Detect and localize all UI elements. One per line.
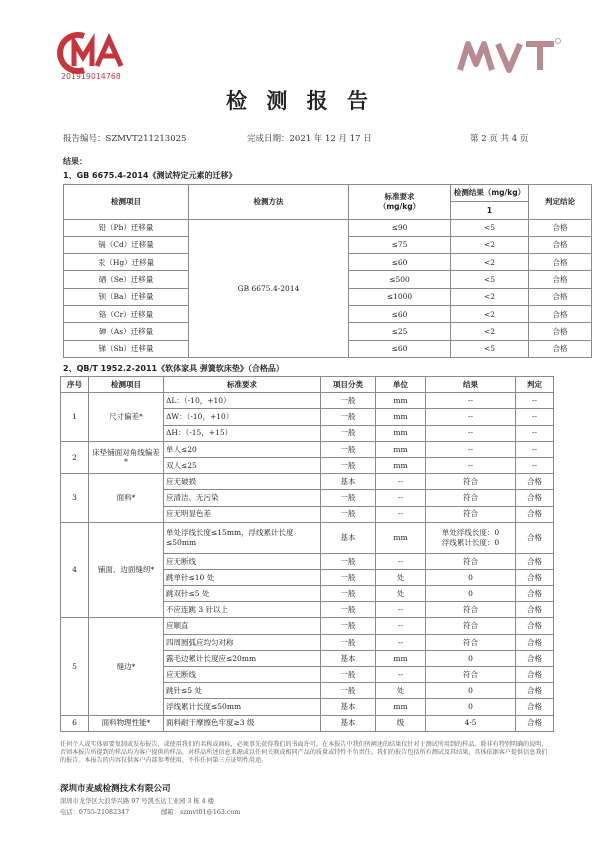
table-cell: ≤60 [349, 340, 451, 357]
table-cell: <2 [451, 306, 529, 323]
table-cell: 钡（Ba）迁移量 [64, 288, 189, 305]
table-cell: 基本 [321, 650, 376, 666]
table-cell: <5 [451, 340, 529, 357]
table-row [64, 219, 592, 236]
table-cell: 面料* [89, 474, 164, 523]
table-cell: 面料耐干摩擦色牢度≥3 级 [164, 715, 321, 731]
table-cell: 露毛边累计长度应≤20mm [164, 650, 321, 666]
table-row [61, 715, 554, 731]
table-cell: 合格 [516, 569, 554, 585]
table-cell: <2 [451, 236, 529, 253]
table-cell: 应无断线 [164, 667, 321, 683]
table-cell: 双人≤25 [164, 457, 321, 473]
table-cell: 一般 [321, 409, 376, 425]
table-cell: 应顺直 [164, 618, 321, 634]
table-cell: 0 [426, 699, 516, 715]
table-cell: 合格 [529, 271, 592, 288]
table-cell: 符合 [426, 618, 516, 634]
table-cell: 跳针≤5 处 [164, 683, 321, 699]
table-cell: 一般 [321, 457, 376, 473]
table-cell: 浮线累计长度≤50mm [164, 699, 321, 715]
company-name: 深圳市麦威检测技术有限公司 [60, 784, 171, 794]
table-cell: 合格 [516, 683, 554, 699]
table-cell: 合格 [516, 602, 554, 618]
table-cell: 应无明显色差 [164, 506, 321, 522]
report-title: 检 测 报 告 [226, 89, 374, 113]
table-cell: 处 [376, 586, 426, 602]
table-cell: 一般 [321, 586, 376, 602]
th-result: 检测结果（mg/kg） [451, 185, 529, 202]
table-cell: 基本 [321, 715, 376, 731]
table-cell: 基本 [321, 474, 376, 490]
table-cell: 不应连跳 3 针以上 [164, 602, 321, 618]
table-cell: mm [376, 441, 426, 457]
th-result: 结果 [426, 377, 516, 393]
table-cell: 合格 [529, 306, 592, 323]
table-cell: <5 [451, 219, 529, 236]
table-cell: 0 [426, 683, 516, 699]
table-cell: ≤60 [349, 254, 451, 271]
table-cell: ≤500 [349, 271, 451, 288]
table-cell: 一般 [321, 634, 376, 650]
table-cell: 一般 [321, 683, 376, 699]
results-label: 结果： [63, 157, 87, 166]
th-verdict: 判定 [516, 377, 554, 393]
section1-title: 1、GB 6675.4-2014《测试特定元素的迁移》 [63, 171, 237, 180]
table-cell: 合格 [516, 618, 554, 634]
table-cell: 级 [376, 715, 426, 731]
table-cell: 单处浮线长度：0 浮线累计长度：0 [426, 522, 516, 553]
table-cell: 合格 [516, 650, 554, 666]
mattress-test-table [60, 376, 554, 732]
table-cell: 一般 [321, 490, 376, 506]
table-cell: 应清洁、无污染 [164, 490, 321, 506]
company-phone: 电话：0755-21082347 [60, 809, 130, 816]
table-cell: 4 [61, 522, 89, 618]
table-cell: -- [516, 409, 554, 425]
table-cell: mm [376, 409, 426, 425]
table-cell: -- [376, 474, 426, 490]
table-cell: 合格 [529, 236, 592, 253]
table-cell: -- [426, 441, 516, 457]
table-cell: -- [426, 425, 516, 441]
table-cell: mm [376, 699, 426, 715]
table-cell: 0 [426, 569, 516, 585]
table-cell: ΔL：（-10，+10） [164, 393, 321, 409]
table-cell: 铺面、边面缝纫* [89, 522, 164, 618]
table-cell: 合格 [516, 586, 554, 602]
table-row [61, 522, 554, 553]
table-cell: 合格 [529, 323, 592, 340]
table-cell: 合格 [516, 522, 554, 553]
table-cell: 合格 [516, 506, 554, 522]
th-no: 序号 [61, 377, 89, 393]
cma-logo-icon [50, 30, 130, 75]
table-cell: -- [426, 393, 516, 409]
table-cell: 符合 [426, 490, 516, 506]
table-cell: 一般 [321, 506, 376, 522]
table-cell: ≤25 [349, 323, 451, 340]
table-cell: mm [376, 522, 426, 553]
page-info: 第 2 页 共 4 页 [470, 134, 529, 144]
company-email: 邮箱：szmvt01@163.com [161, 809, 241, 816]
table-cell: 符合 [426, 474, 516, 490]
th-result-no: 1 [451, 202, 529, 219]
th-method: 检测方法 [189, 185, 349, 220]
table-cell: 一般 [321, 667, 376, 683]
table-cell: 面料物理性能* [89, 715, 164, 731]
table-cell: -- [376, 634, 426, 650]
table-cell: ΔW：（-10，+10） [164, 409, 321, 425]
table-cell: 单处浮线长度≤15mm，浮线累计长度≤50mm [164, 522, 321, 553]
table-cell: 合格 [516, 667, 554, 683]
table-cell: 一般 [321, 602, 376, 618]
table-cell: 合格 [516, 699, 554, 715]
table-row [61, 618, 554, 634]
table-cell: 一般 [321, 618, 376, 634]
table-cell: 5 [61, 618, 89, 715]
table-cell: ≤60 [349, 306, 451, 323]
table-row [61, 441, 554, 457]
report-number: 报告编号：SZMVT211213025 [63, 134, 187, 144]
table-cell: 基本 [321, 699, 376, 715]
table-cell: ΔH：（-15，+15） [164, 425, 321, 441]
table-cell: mm [376, 650, 426, 666]
company-contact [60, 807, 270, 816]
table-row [61, 393, 554, 409]
table-cell: 合格 [529, 219, 592, 236]
table-cell: 尺寸偏差* [89, 393, 164, 442]
table-cell: 合格 [529, 288, 592, 305]
test-method: GB 6675.4-2014 [189, 219, 349, 357]
table-cell: -- [376, 667, 426, 683]
table-cell: 床垫铺面对角线偏差* [89, 441, 164, 473]
completion-date: 完成日期：2021 年 12 月 17 日 [247, 134, 372, 144]
table-cell: 一般 [321, 553, 376, 569]
table-cell: 符合 [426, 602, 516, 618]
table-cell: 缝边* [89, 618, 164, 715]
table-cell: -- [426, 409, 516, 425]
table-cell: ≤1000 [349, 288, 451, 305]
table-cell: 锑（Sb）迁移量 [64, 340, 189, 357]
table-cell: ≤75 [349, 236, 451, 253]
table-cell: 合格 [516, 474, 554, 490]
table-cell: -- [516, 425, 554, 441]
element-migration-table [63, 184, 592, 358]
table-cell: 合格 [516, 553, 554, 569]
table-cell: 处 [376, 569, 426, 585]
th-item: 检测项目 [64, 185, 189, 220]
th-requirement: 标准要求 （mg/kg） [349, 185, 451, 220]
th-unit: 单位 [376, 377, 426, 393]
table-cell: -- [426, 457, 516, 473]
table-cell: 镉（Cd）迁移量 [64, 236, 189, 253]
table-cell: 0 [426, 650, 516, 666]
table-cell: 汞（Hg）迁移量 [64, 254, 189, 271]
table-cell: 合格 [529, 340, 592, 357]
table-cell: 一般 [321, 393, 376, 409]
table-cell: -- [376, 553, 426, 569]
table-cell: 铅（Pb）迁移量 [64, 219, 189, 236]
table-cell: -- [376, 490, 426, 506]
disclaimer-text: 任何个人或实体如要复制或发布报告，或使用我们的名称或商标，必须事先获得我们的书面许可。在本报告中我们所阐述的结果仅针对于测试所用到的样品。除非有特别明确的说明，否则本报告所提到的样品均为客户提供的样品，对样品所述信息来源或以任何关联或相同产品的质量或特性不负责任。我们的报告包括所有测试及其结果，具体依据客户提供信息我们的报告。本报告的内容仅供客户内部参考使用，不作任何第三方证明性用途。 [60, 741, 548, 765]
table-cell: mm [376, 425, 426, 441]
table-cell: -- [376, 506, 426, 522]
table-cell: 6 [61, 715, 89, 731]
table-cell: 处 [376, 683, 426, 699]
th-verdict: 判定结论 [529, 185, 592, 220]
table-cell: 跳双针≤5 处 [164, 586, 321, 602]
table-cell: 符合 [426, 634, 516, 650]
th-item: 检测项目 [89, 377, 164, 393]
th-category: 项目分类 [321, 377, 376, 393]
table-cell: -- [376, 618, 426, 634]
table-cell: 应无破损 [164, 474, 321, 490]
table-cell: 合格 [516, 715, 554, 731]
mvt-logo-icon [454, 36, 564, 78]
table-cell: 2 [61, 441, 89, 473]
table-cell: 合格 [529, 254, 592, 271]
table-cell: 应无断线 [164, 553, 321, 569]
table-cell: 跳单针≤10 处 [164, 569, 321, 585]
company-address: 深圳市龙华区大浪华兴路 97 号凯杰达工业园 3 栋 4 楼 [60, 798, 214, 805]
table-cell: -- [376, 602, 426, 618]
table-cell: 合格 [516, 634, 554, 650]
table-cell: 四周圆弧应均匀对称 [164, 634, 321, 650]
table-cell: <2 [451, 288, 529, 305]
table-cell: 砷（As）迁移量 [64, 323, 189, 340]
table-cell: -- [516, 393, 554, 409]
table-cell: -- [516, 441, 554, 457]
table-cell: 4-5 [426, 715, 516, 731]
table-cell: -- [516, 457, 554, 473]
th-requirement: 标准要求 [164, 377, 321, 393]
table-cell: <2 [451, 323, 529, 340]
table-cell: 基本 [321, 522, 376, 553]
table-cell: 一般 [321, 441, 376, 457]
table-cell: 3 [61, 474, 89, 523]
table-cell: 一般 [321, 425, 376, 441]
table-cell: mm [376, 457, 426, 473]
table-cell: 合格 [516, 490, 554, 506]
table-row [61, 474, 554, 490]
table-cell: 符合 [426, 553, 516, 569]
table-cell: <5 [451, 271, 529, 288]
table-cell: 1 [61, 393, 89, 442]
table-cell: mm [376, 393, 426, 409]
table-cell: 符合 [426, 667, 516, 683]
table-cell: ≤90 [349, 219, 451, 236]
section2-title: 2、QB/T 1952.2-2011《软体家具 弹簧软床垫》（合格品） [63, 364, 284, 373]
table-cell: 符合 [426, 506, 516, 522]
table-cell: 单人≤20 [164, 441, 321, 457]
table-cell: 0 [426, 586, 516, 602]
table-cell: 硒（Se）迁移量 [64, 271, 189, 288]
table-cell: <2 [451, 254, 529, 271]
cma-cert-number: 201919014768 [61, 72, 121, 81]
table-cell: 铬（Cr）迁移量 [64, 306, 189, 323]
table-cell: 一般 [321, 569, 376, 585]
